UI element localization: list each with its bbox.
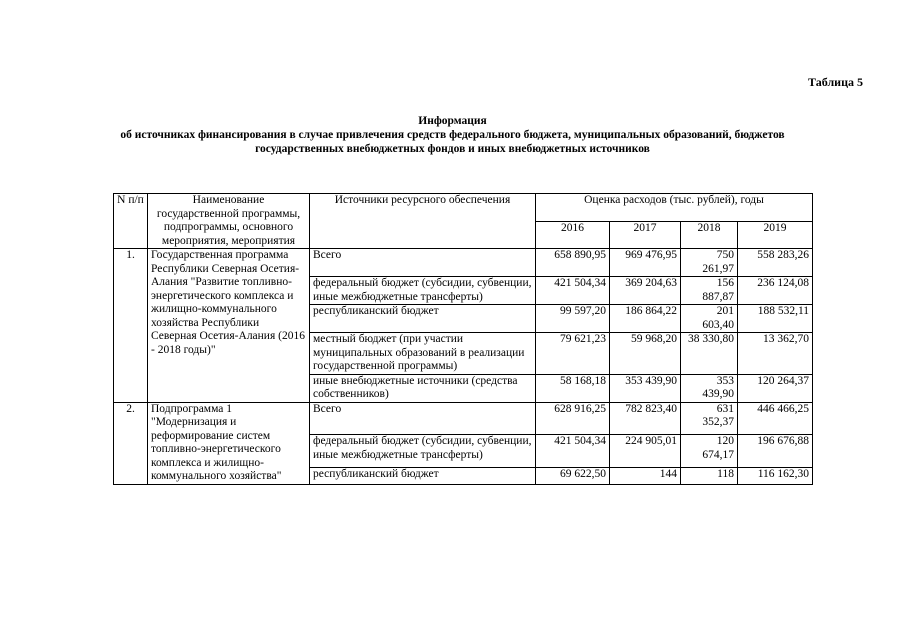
funding-source: федеральный бюджет (субсидии, субвенции, иные межбюджетные трансферты): [310, 277, 536, 305]
header-year-2017: 2017: [610, 221, 681, 249]
amount-cell: 144: [610, 467, 681, 484]
amount-cell: 58 168,18: [536, 374, 610, 402]
amount-cell: 446 466,25: [738, 402, 813, 435]
heading-line-3: государственных внебюджетных фондов и иных внебюджетных источников: [255, 143, 650, 155]
amount-cell: 69 622,50: [536, 467, 610, 484]
amount-cell: 631 352,37: [681, 402, 738, 435]
header-num: N п/п: [114, 194, 148, 249]
amount-cell: 353 439,90: [681, 374, 738, 402]
financing-table: [113, 193, 813, 485]
amount-cell: 421 504,34: [536, 277, 610, 305]
amount-cell: 79 621,23: [536, 333, 610, 375]
amount-cell: 353 439,90: [610, 374, 681, 402]
funding-source: иные внебюджетные источники (средства собственников): [310, 374, 536, 402]
heading-title: Информация: [418, 115, 487, 127]
program-name: Государственная программа Республики Северная Осетия-Алания "Развитие топливно-энергетического комплекса и жилищно-коммунального хозяйства Республики Северная Осетия-Алания (2016 - 2018 годы)": [148, 249, 310, 403]
amount-cell: 38 330,80: [681, 333, 738, 375]
amount-cell: 13 362,70: [738, 333, 813, 375]
row-number: 1.: [114, 249, 148, 403]
amount-cell: 116 162,30: [738, 467, 813, 484]
amount-cell: 369 204,63: [610, 277, 681, 305]
funding-source: федеральный бюджет (субсидии, субвенции, иные межбюджетные трансферты): [310, 435, 536, 468]
amount-cell: 188 532,11: [738, 305, 813, 333]
header-row: [114, 194, 813, 222]
header-name: Наименование государственной программы, подпрограммы, основного мероприятия, мероприятия: [148, 194, 310, 249]
amount-cell: 236 124,08: [738, 277, 813, 305]
table-row: [114, 402, 813, 435]
amount-cell: 120 674,17: [681, 435, 738, 468]
amount-cell: 658 890,95: [536, 249, 610, 277]
amount-cell: 120 264,37: [738, 374, 813, 402]
amount-cell: 59 968,20: [610, 333, 681, 375]
funding-source: местный бюджет (при участии муниципальных образований в реализации государственной программы): [310, 333, 536, 375]
amount-cell: 224 905,01: [610, 435, 681, 468]
header-source: Источники ресурсного обеспечения: [310, 194, 536, 249]
amount-cell: 750 261,97: [681, 249, 738, 277]
document-heading: [40, 114, 865, 156]
amount-cell: 118: [681, 467, 738, 484]
header-year-2019: 2019: [738, 221, 813, 249]
amount-cell: 558 283,26: [738, 249, 813, 277]
amount-cell: 969 476,95: [610, 249, 681, 277]
header-estimate: Оценка расходов (тыс. рублей), годы: [536, 194, 813, 222]
table-number-label: Таблица 5: [808, 75, 863, 89]
funding-source: Всего: [310, 249, 536, 277]
amount-cell: 99 597,20: [536, 305, 610, 333]
amount-cell: 628 916,25: [536, 402, 610, 435]
table-row: [114, 249, 813, 277]
funding-source: республиканский бюджет: [310, 305, 536, 333]
row-number: 2.: [114, 402, 148, 484]
funding-source: Всего: [310, 402, 536, 435]
header-year-2018: 2018: [681, 221, 738, 249]
funding-source: республиканский бюджет: [310, 467, 536, 484]
amount-cell: 782 823,40: [610, 402, 681, 435]
amount-cell: 156 887,87: [681, 277, 738, 305]
amount-cell: 201 603,40: [681, 305, 738, 333]
amount-cell: 196 676,88: [738, 435, 813, 468]
header-year-2016: 2016: [536, 221, 610, 249]
amount-cell: 421 504,34: [536, 435, 610, 468]
heading-line-2: об источниках финансирования в случае привлечения средств федерального бюджета, муниципальных образований, бюджетов: [120, 129, 785, 141]
program-name: Подпрограмма 1 "Модернизация и реформирование систем топливно-энергетического комплекса и жилищно-коммунального хозяйства": [148, 402, 310, 484]
amount-cell: 186 864,22: [610, 305, 681, 333]
